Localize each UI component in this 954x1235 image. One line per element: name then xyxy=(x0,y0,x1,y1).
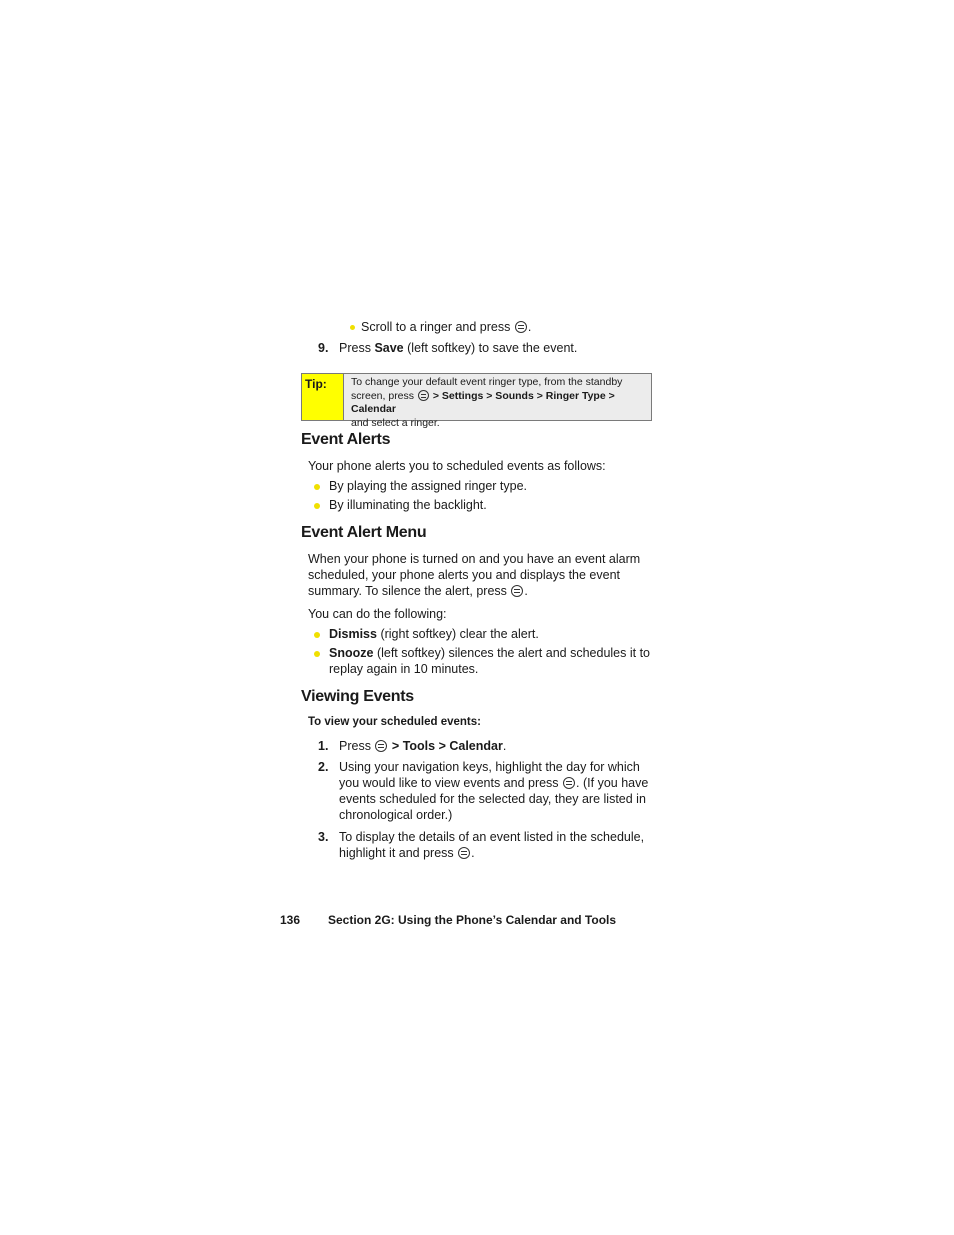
step-2: Using your navigation keys, highlight the day for which you would like to view events and press . (If you have events scheduled for the selected day, they are listed in chronological order.) xyxy=(339,760,649,822)
menu-ok-icon xyxy=(418,390,429,401)
paragraph: You can do the following: xyxy=(308,607,447,621)
subheading: To view your scheduled events: xyxy=(308,716,481,728)
menu-ok-icon xyxy=(511,585,523,597)
page-number: 136 xyxy=(280,913,301,927)
bullet-icon xyxy=(314,651,320,657)
list-item: Dismiss (right softkey) clear the alert. xyxy=(329,627,539,641)
section-title: Section 2G: Using the Phone’s Calendar and Tools xyxy=(328,913,617,927)
section-heading: Viewing Events xyxy=(301,688,414,705)
step-number: 9. xyxy=(318,341,329,355)
bullet-icon xyxy=(314,632,320,638)
bullet-icon xyxy=(314,503,320,509)
step-number: 1. xyxy=(318,739,329,753)
tip-text: To change your default event ringer type, from the standby screen, press > Settings > Sounds > Ringer Type > Calendar and select a ringer. xyxy=(351,376,623,429)
step-1: Press > Tools > Calendar. xyxy=(339,739,507,753)
tip-label: Tip: xyxy=(302,374,344,420)
paragraph: When your phone is turned on and you have an event alarm scheduled, your phone alerts you and displays the event summary. To silence the alert, press . xyxy=(308,552,641,598)
list-item: Snooze (left softkey) silences the alert and schedules it to replay again in 10 minutes. xyxy=(329,646,650,676)
step-9: Press Save (left softkey) to save the event. xyxy=(339,341,578,355)
tip-box xyxy=(301,373,652,429)
step-number: 3. xyxy=(318,830,329,844)
menu-ok-icon xyxy=(458,847,470,859)
step-3: To display the details of an event listed in the schedule, highlight it and press . xyxy=(339,830,645,860)
step-number: 2. xyxy=(318,760,329,774)
menu-ok-icon xyxy=(563,777,575,789)
bullet-icon xyxy=(350,325,355,330)
section-heading: Event Alerts xyxy=(301,431,391,448)
menu-ok-icon xyxy=(515,321,527,333)
section-heading: Event Alert Menu xyxy=(301,524,427,541)
bullet-icon xyxy=(314,484,320,490)
paragraph: Your phone alerts you to scheduled events as follows: xyxy=(308,459,606,473)
list-item: By playing the assigned ringer type. xyxy=(329,479,528,493)
menu-ok-icon xyxy=(375,740,387,752)
list-item: By illuminating the backlight. xyxy=(329,498,487,512)
sub-bullet-item: Scroll to a ringer and press . xyxy=(361,320,532,334)
